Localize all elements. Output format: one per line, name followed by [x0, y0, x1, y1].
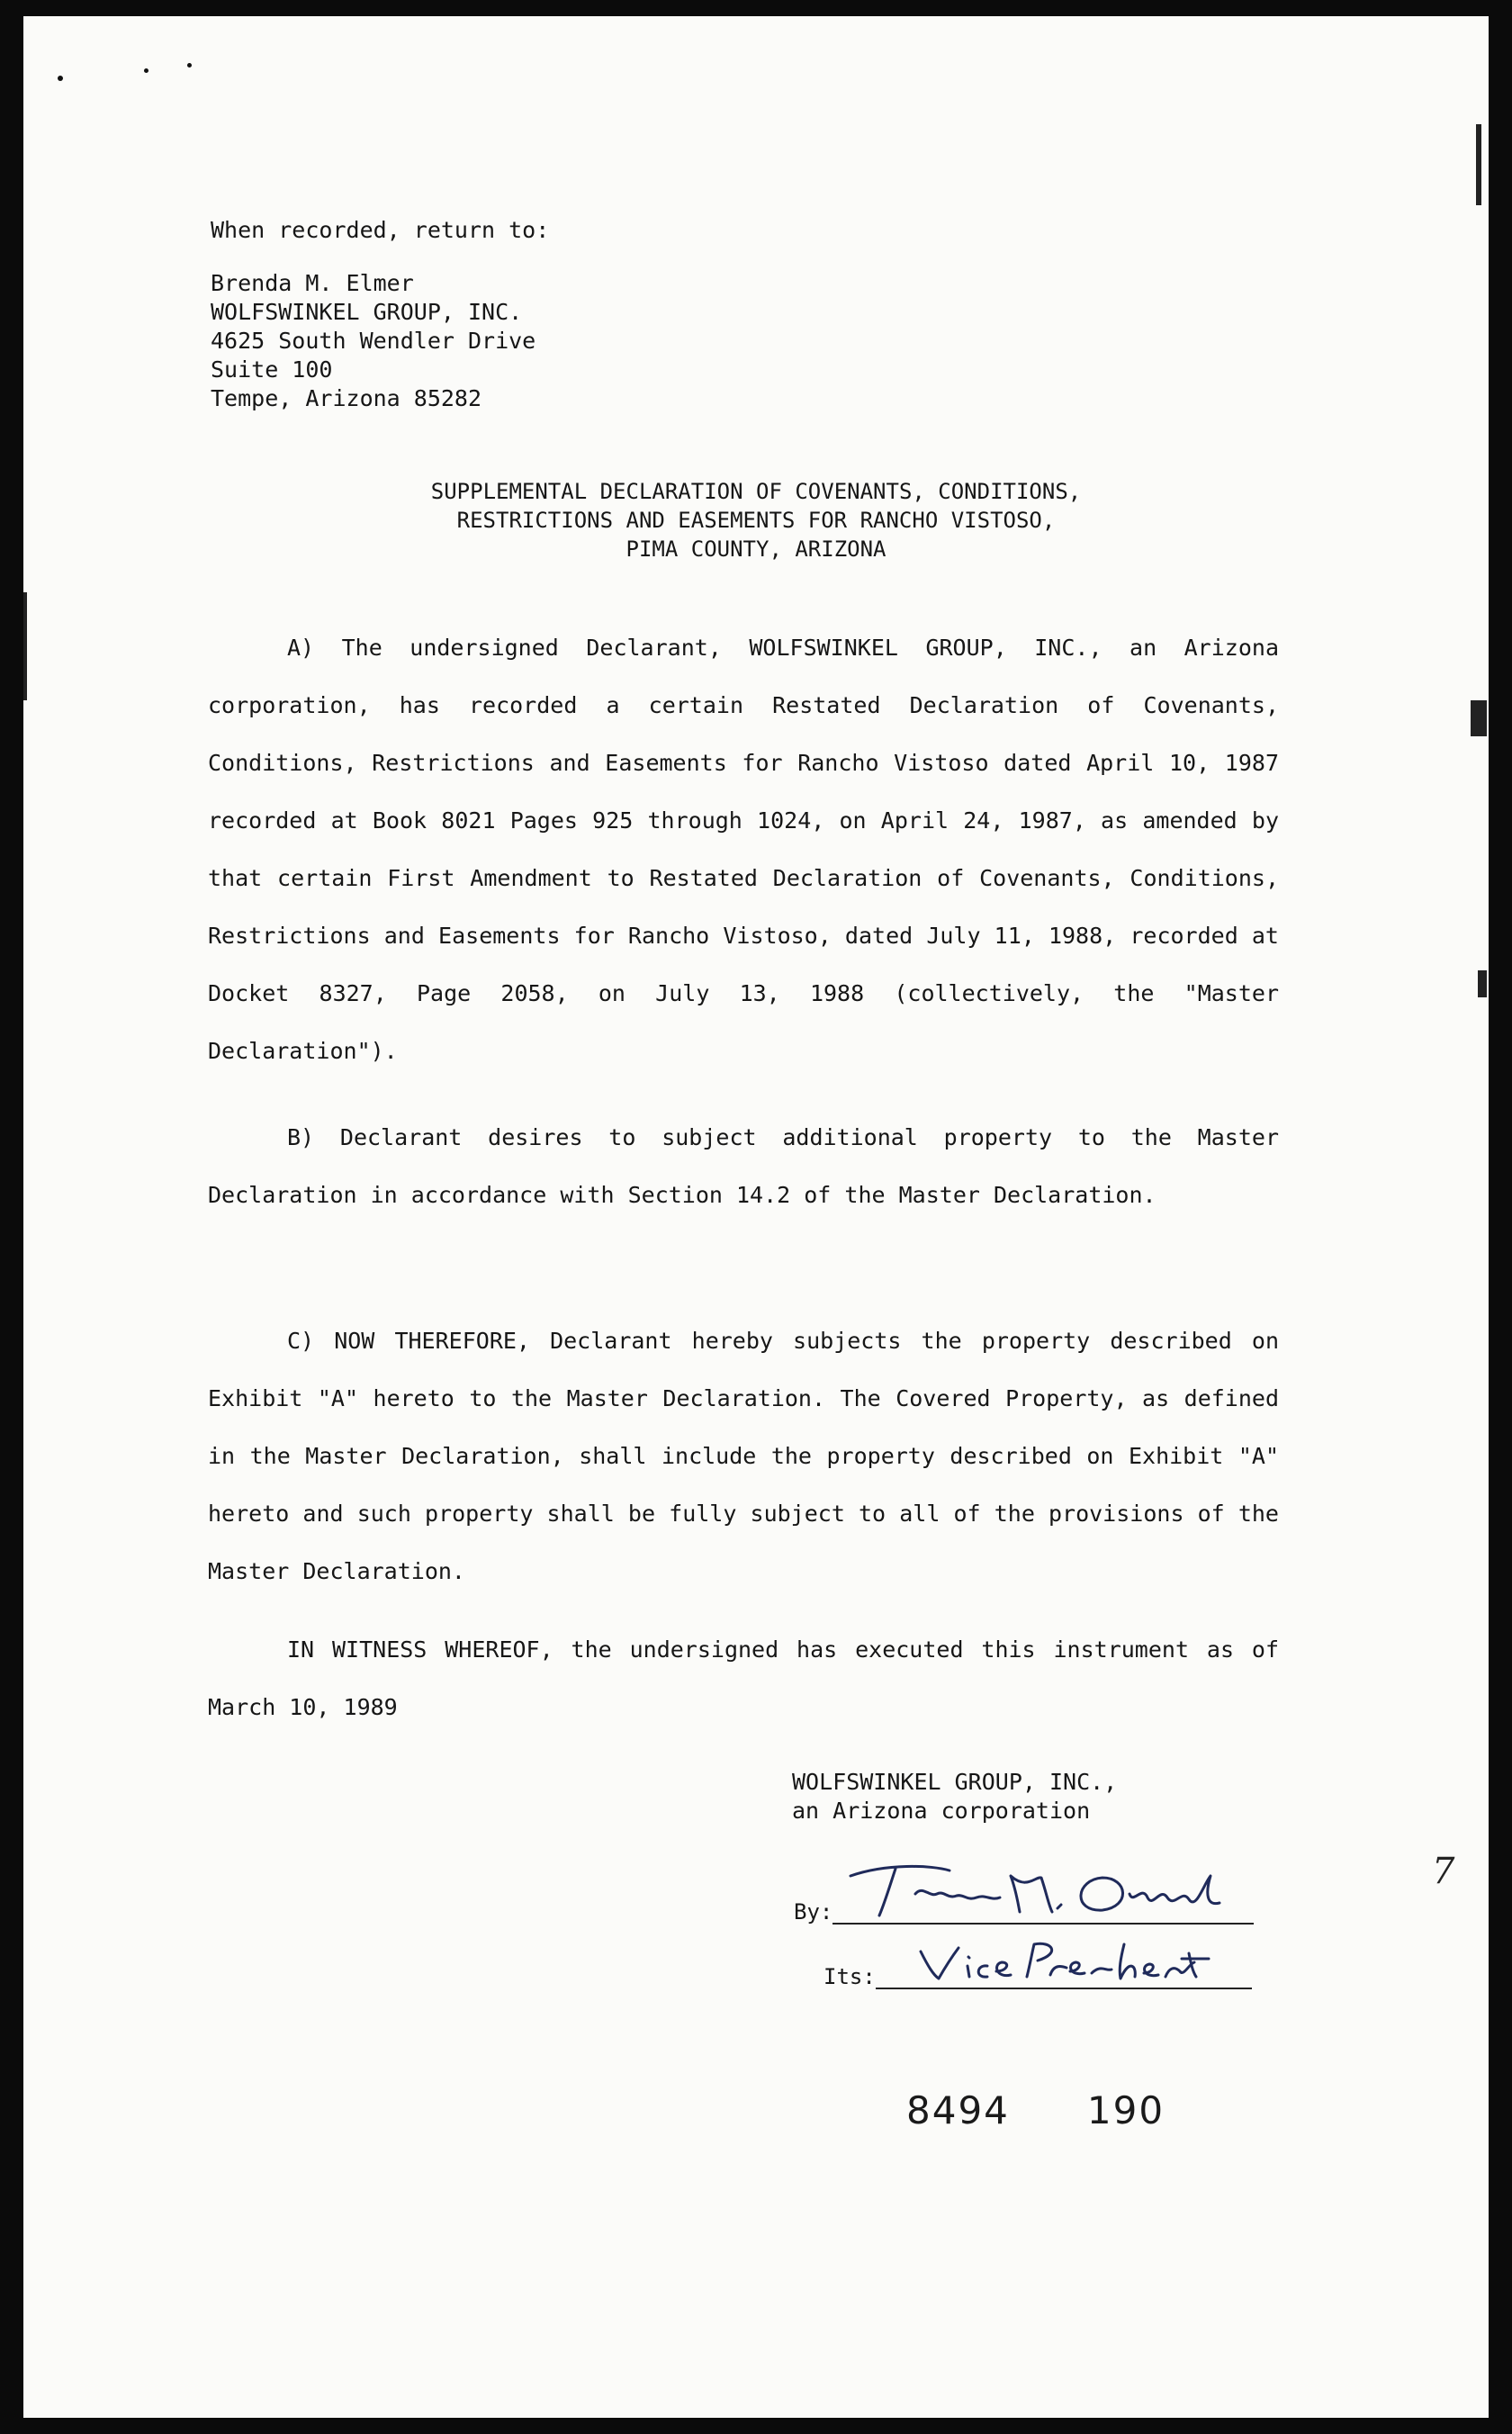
its-label: Its:: [824, 1964, 876, 1989]
title-line: PIMA COUNTY, ARIZONA: [626, 536, 886, 562]
scan-speck: [58, 76, 63, 81]
return-company: WOLFSWINKEL GROUP, INC.: [211, 299, 523, 325]
title-line: RESTRICTIONS AND EASEMENTS FOR RANCHO VISTOSO,: [456, 508, 1056, 533]
scan-edge-mark: [1476, 124, 1481, 205]
paragraph-b-text: B) Declarant desires to subject additional property to the Master Declaration in accordance with Section 14.2 of the Master Declaration.: [208, 1124, 1279, 1208]
return-label: When recorded, return to:: [211, 217, 550, 243]
return-suite: Suite 100: [211, 356, 333, 383]
signatory-block: [792, 1768, 1117, 1826]
document-page: [23, 16, 1489, 2418]
document-title: [23, 477, 1489, 563]
witness-text: IN WITNESS WHEREOF, the undersigned has executed this instrument as of March 10, 1989: [208, 1636, 1279, 1720]
its-title-row: [824, 1944, 1252, 1989]
paragraph-b: [208, 1109, 1279, 1224]
scan-speck: [187, 63, 192, 68]
signatory-description: an Arizona corporation: [792, 1798, 1091, 1824]
record-page: 190: [1086, 2088, 1166, 2132]
return-street: 4625 South Wendler Drive: [211, 328, 536, 354]
paragraph-c: [208, 1312, 1279, 1600]
by-signature-line: [832, 1871, 1254, 1925]
return-name: Brenda M. Elmer: [211, 270, 414, 296]
scan-speck: [144, 68, 148, 73]
witness-paragraph: [208, 1621, 1279, 1736]
scan-edge-mark: [1471, 700, 1487, 736]
paragraph-a-text: A) The undersigned Declarant, WOLFSWINKEL GROUP, INC., an Arizona corporation, has recorded a certain Restated Declaration of Covenants, Conditions, Restrictions and Easements for Rancho Vistoso dated April 10, 1987 recorded at Book 8021 Pages 925 through 1024, on April 24, 1987, as amended by that certain First Amendment to Restated Declaration of Covenants, Conditions, Restrictions and Easements for Rancho Vistoso, dated July 11, 1988, recorded at Docket 8327, Page 2058, on July 13, 1988 (collectively, the "Master Declaration").: [208, 635, 1279, 1064]
its-title-line: [876, 1944, 1252, 1989]
handwritten-title: [876, 1935, 1252, 1986]
handwritten-signature: [832, 1858, 1254, 1921]
recording-number: [906, 2088, 1165, 2132]
scan-edge-mark: [1478, 970, 1487, 997]
title-line: SUPPLEMENTAL DECLARATION OF COVENANTS, CONDITIONS,: [430, 479, 1082, 504]
return-city: Tempe, Arizona 85282: [211, 385, 482, 411]
signatory-company: WOLFSWINKEL GROUP, INC.,: [792, 1769, 1118, 1795]
by-signature-row: [794, 1871, 1254, 1925]
margin-handwritten-mark: 7: [1432, 1851, 1455, 1892]
paragraph-a: [208, 619, 1279, 1080]
paragraph-c-text: C) NOW THEREFORE, Declarant hereby subjects the property described on Exhibit "A" hereto to the Master Declaration. The Covered Property, as defined in the Master Declaration, shall include the property described on Exhibit "A" hereto and such property shall be fully subject to all of the provisions of the Master Declaration.: [208, 1328, 1279, 1584]
return-address-block: [211, 216, 549, 413]
by-label: By:: [794, 1899, 833, 1925]
scan-edge-mark: [23, 592, 27, 700]
record-book: 8494: [906, 2088, 1010, 2132]
